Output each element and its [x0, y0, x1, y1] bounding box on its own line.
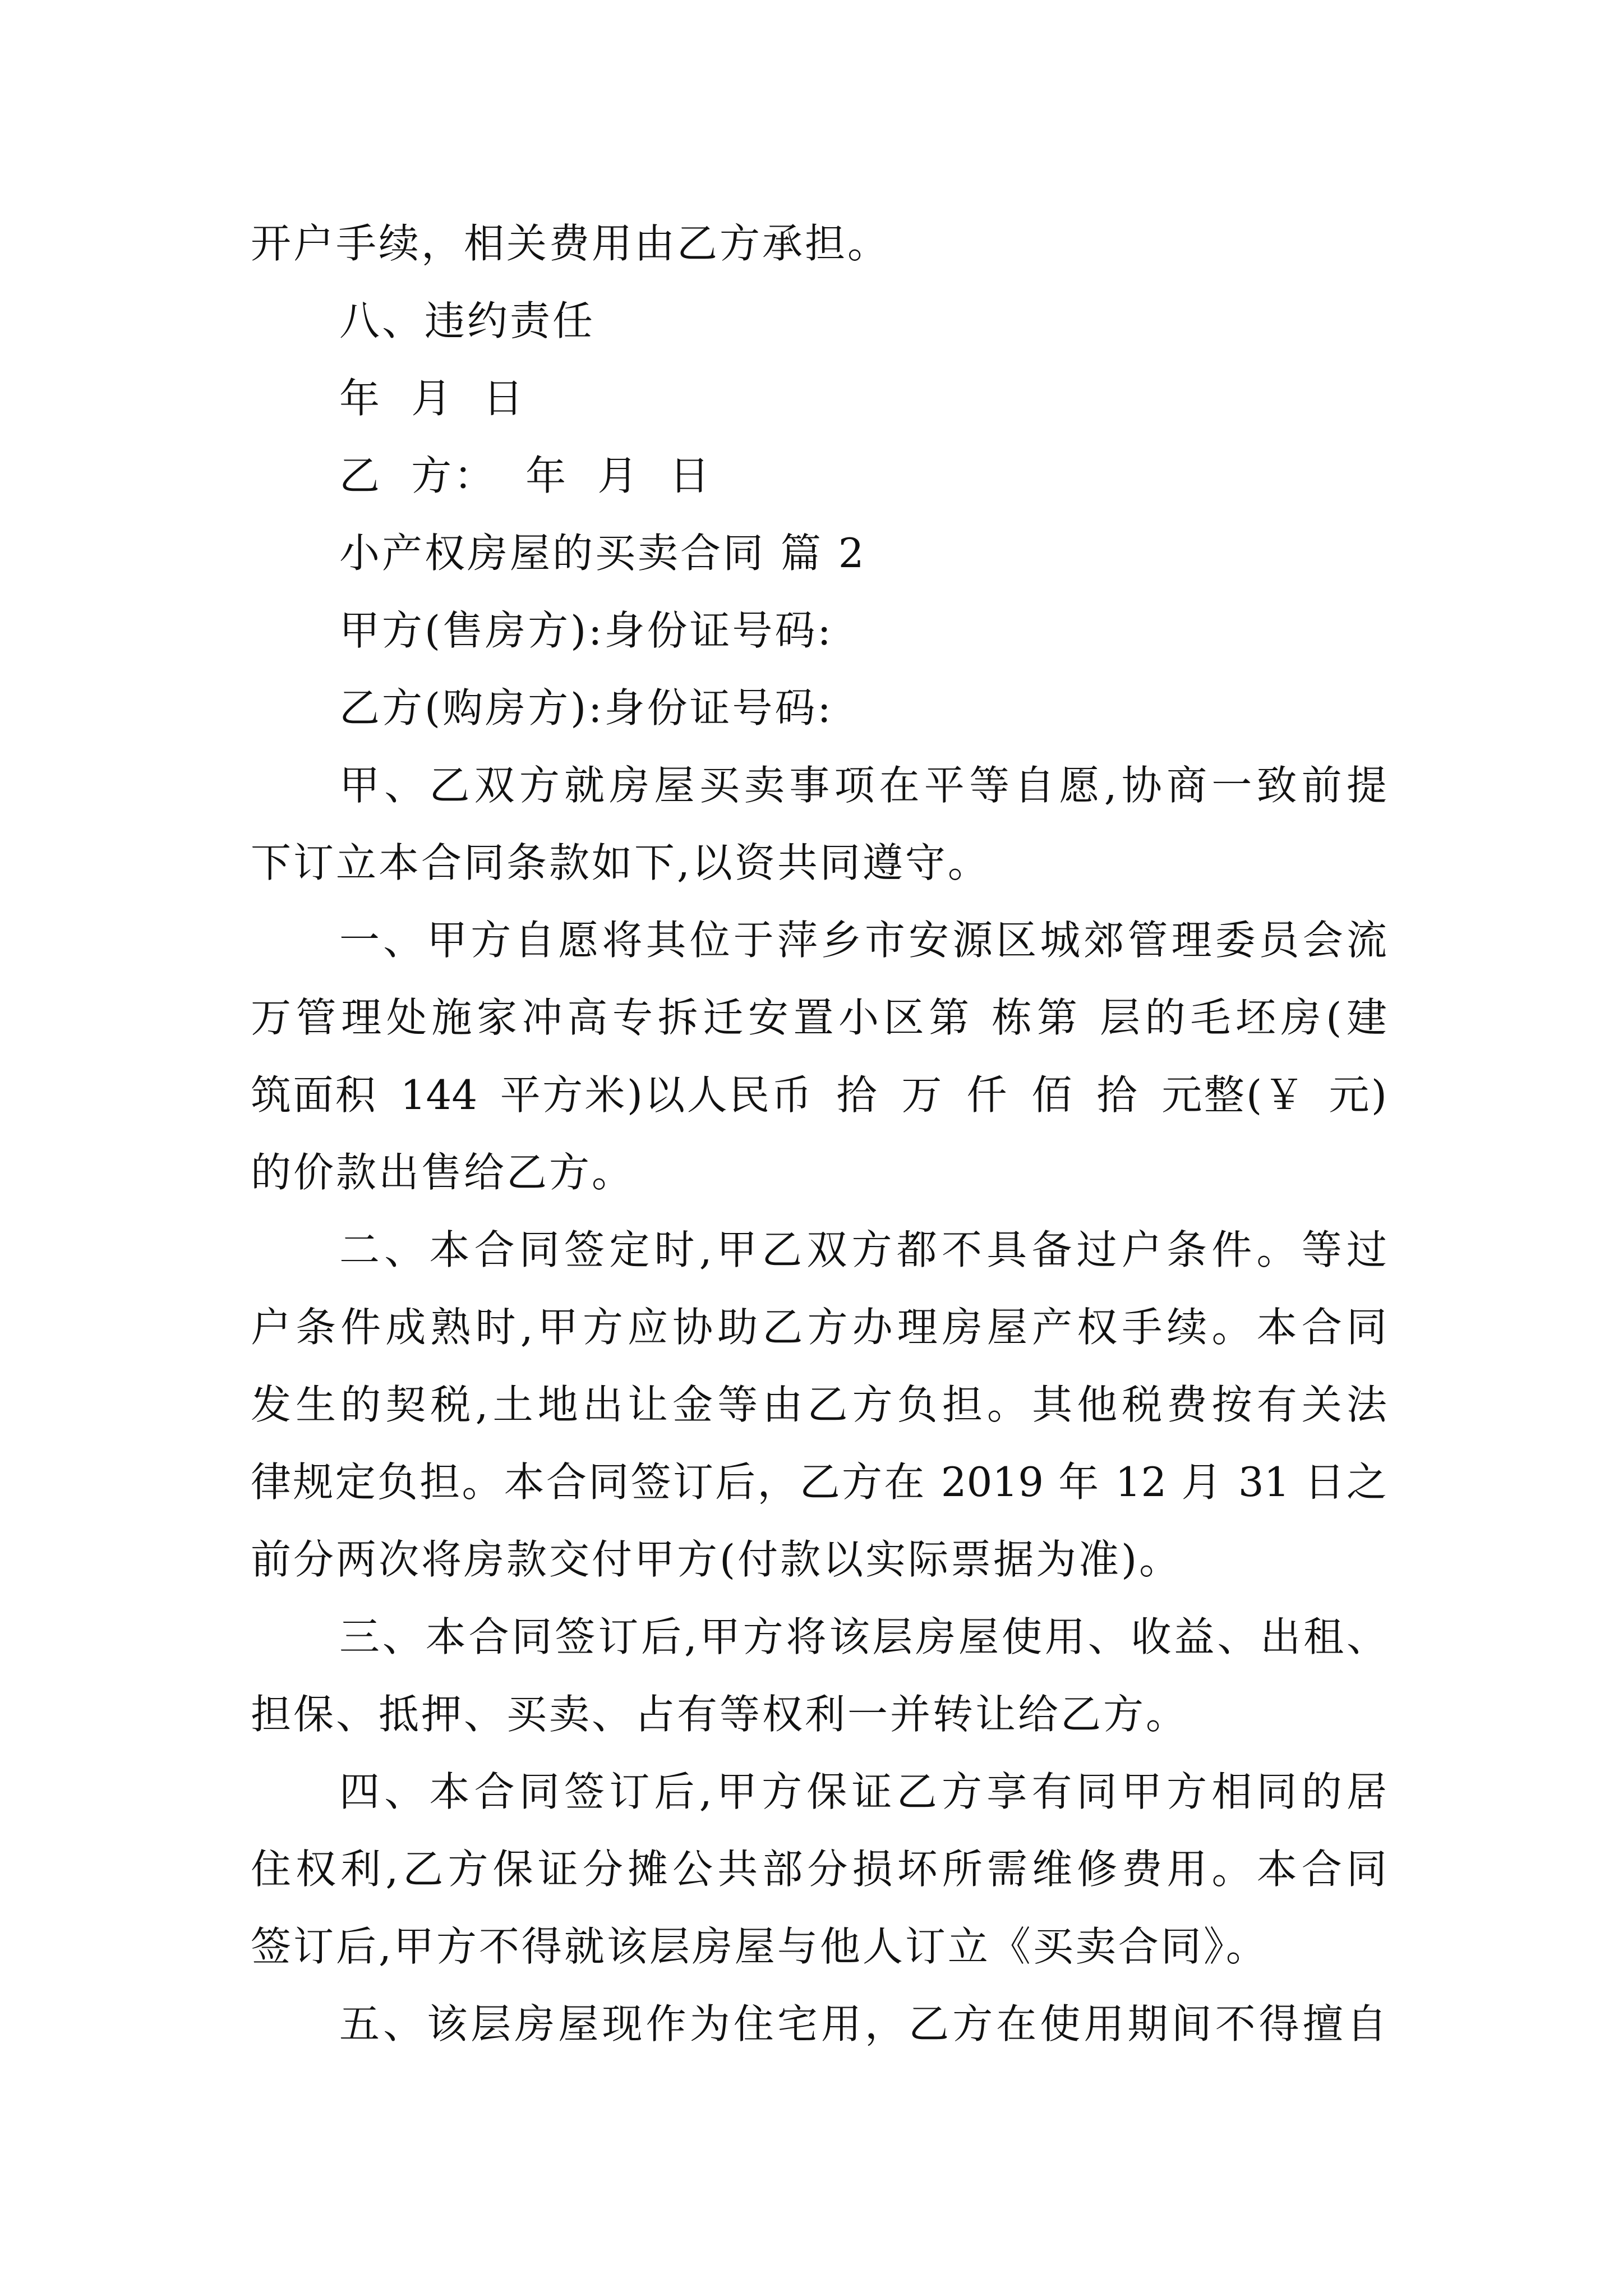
- signature-date-line: [251, 360, 1387, 437]
- text-line: 乙方(购房方):身份证号码:: [339, 684, 833, 731]
- clause-heading: [251, 282, 1387, 360]
- paragraph: [251, 1753, 1387, 1985]
- text-line: 一、甲方自愿将其位于萍乡市安源区城郊管理委员会流: [339, 917, 1387, 964]
- text-line: 开户手续，相关费用由乙方承担。: [251, 220, 891, 267]
- text-line: 八、违约责任: [339, 297, 596, 344]
- document-body: [251, 205, 1387, 2063]
- paragraph: [251, 747, 1387, 901]
- text-line: 发生的契税,土地出让金等由乙方负担。其他税费按有关法: [251, 1381, 1387, 1428]
- text-line: 律规定负担。本合同签订后，乙方在 2019 年 12 月 31 日之: [251, 1458, 1387, 1506]
- text-line: 四、本合同签订后,甲方保证乙方享有同甲方相同的居: [339, 1768, 1387, 1815]
- text-line: 的价款出售给乙方。: [251, 1149, 635, 1196]
- text-line: 乙 方： 年 月 日: [339, 452, 712, 499]
- paragraph: [251, 1985, 1387, 2063]
- party-seller-line: [251, 592, 1387, 669]
- text-line: 甲方(售房方):身份证号码:: [339, 607, 833, 654]
- signature-party-line: [251, 437, 1387, 514]
- text-line: 下订立本合同条款如下,以资共同遵守。: [251, 839, 990, 886]
- text-line: 筑面积 144 平方米)以人民币 拾 万 仟 佰 拾 元整(￥ 元): [251, 1071, 1387, 1119]
- text-line: 五、该层房屋现作为住宅用，乙方在使用期间不得擅自: [339, 2000, 1387, 2047]
- paragraph-continuation: [251, 205, 1387, 282]
- paragraph: [251, 901, 1387, 1211]
- section-heading: [251, 514, 1387, 592]
- text-line: 甲、乙双方就房屋买卖事项在平等自愿,协商一致前提: [339, 762, 1387, 809]
- text-line: 住权利,乙方保证分摊公共部分损坏所需维修费用。本合同: [251, 1846, 1387, 1893]
- text-line: 担保、抵押、买卖、占有等权利一并转让给乙方。: [251, 1691, 1189, 1738]
- text-line: 三、本合同签订后,甲方将该层房屋使用、收益、出租、: [339, 1613, 1387, 1660]
- party-buyer-line: [251, 669, 1387, 747]
- text-line: 前分两次将房款交付甲方(付款以实际票据为准)。: [251, 1536, 1182, 1583]
- text-line: 小产权房屋的买卖合同 篇 2: [339, 530, 866, 577]
- text-line: 签订后,甲方不得就该层房屋与他人订立《买卖合同》。: [251, 1923, 1269, 1970]
- text-line: 万管理处施家冲高专拆迁安置小区第 栋第 层的毛坯房(建: [251, 994, 1387, 1041]
- paragraph: [251, 1598, 1387, 1753]
- text-line: 年 月 日: [339, 375, 526, 422]
- text-line: 户条件成熟时,甲方应协助乙方办理房屋产权手续。本合同: [251, 1304, 1387, 1351]
- text-line: 二、本合同签定时,甲乙双方都不具备过户条件。等过: [339, 1226, 1387, 1273]
- paragraph: [251, 1211, 1387, 1598]
